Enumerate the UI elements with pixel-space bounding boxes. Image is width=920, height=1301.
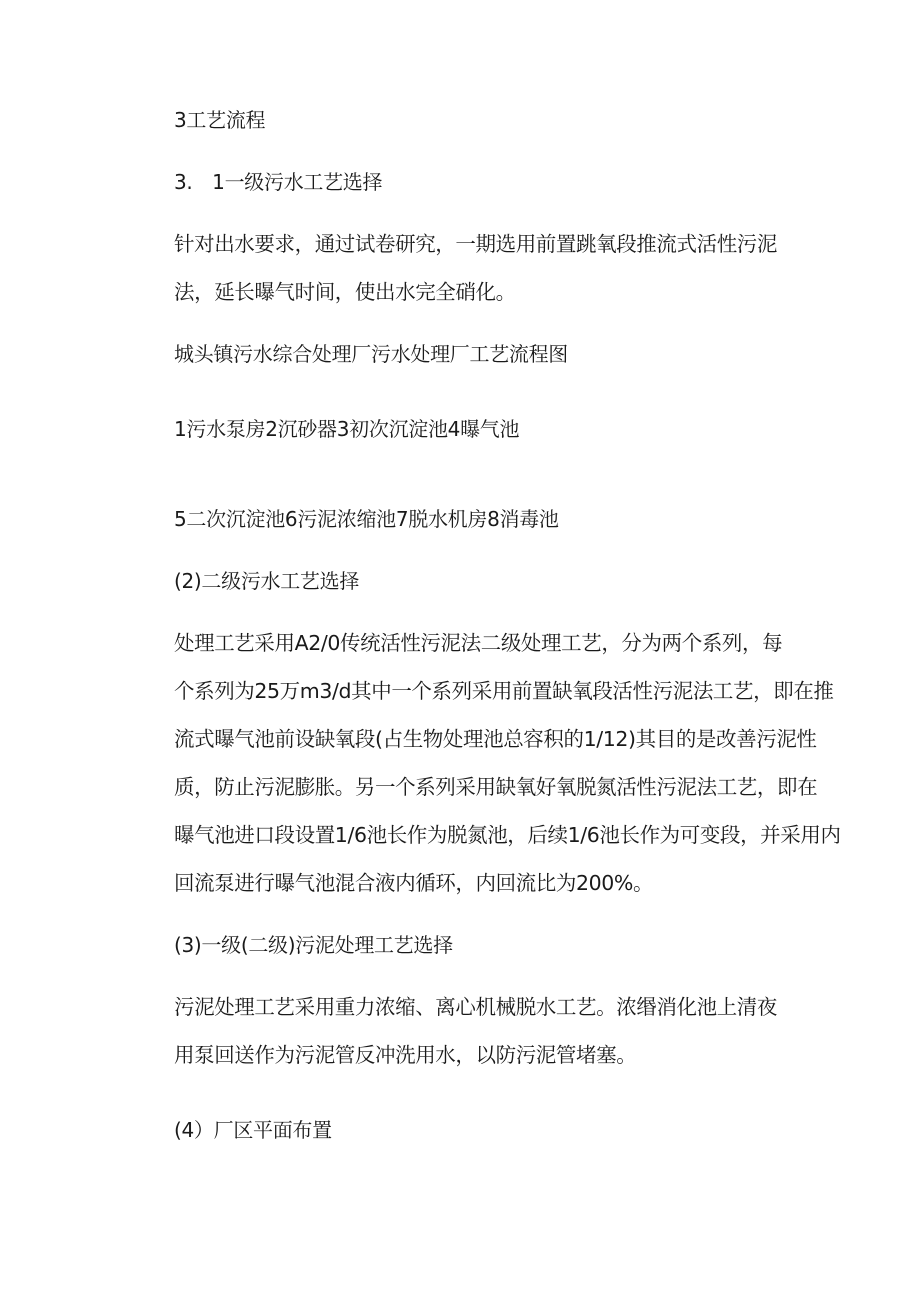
paragraph-2-line-1: 处理工艺采用A2/0传统活性污泥法二级处理工艺，分为两个系列，每: [174, 631, 783, 655]
paragraph-2-line-6: 回流泵进行曝气池混合液内循环，内回流比为200%。: [174, 871, 654, 895]
subsection-1-heading: 3. 1一级污水工艺选择: [174, 170, 383, 194]
section-heading: 3工艺流程: [174, 108, 266, 132]
subsection-3-heading: (3)一级(二级)污泥处理工艺选择: [174, 933, 453, 957]
paragraph-2-line-5: 曝气池进口段设置1/6池长作为脱氮池，后续1/6池长作为可变段，并采用内: [174, 823, 841, 847]
paragraph-2-line-2: 个系列为25万m3/d其中一个系列采用前置缺氧段活性污泥法工艺，即在推: [174, 679, 834, 703]
paragraph-1-line-1: 针对出水要求，通过试卷研究，一期选用前置跳氧段推流式活性污泥: [174, 232, 777, 256]
figure-title: 城头镇污水综合处理厂污水处理厂工艺流程图: [174, 342, 568, 366]
paragraph-3-line-1: 污泥处理工艺采用重力浓缩、离心机械脱水工艺。浓缗消化池上清夜: [174, 995, 777, 1019]
figure-legend-line-2: 5二次沉淀池6污泥浓缩池7脱水机房8消毒池: [174, 507, 559, 531]
paragraph-2-line-4: 质，防止污泥膨胀。另一个系列采用缺氧好氧脱氮活性污泥法工艺，即在: [174, 775, 818, 799]
paragraph-3-line-2: 用泵回送作为污泥管反冲洗用水，以防污泥管堵塞。: [174, 1043, 637, 1067]
figure-legend-line-1: 1污水泵房2沉砂器3初次沉淀池4曝气池: [174, 417, 520, 441]
subsection-4-heading: (4）厂区平面布置: [174, 1118, 332, 1142]
paragraph-2-line-3: 流式曝气池前设缺氧段(占生物处理池总容积的1/12)其目的是改善污泥性: [174, 727, 817, 751]
paragraph-1-line-2: 法，延长曝气时间，使出水完全硝化。: [174, 280, 516, 304]
subsection-2-heading: (2)二级污水工艺选择: [174, 569, 360, 593]
